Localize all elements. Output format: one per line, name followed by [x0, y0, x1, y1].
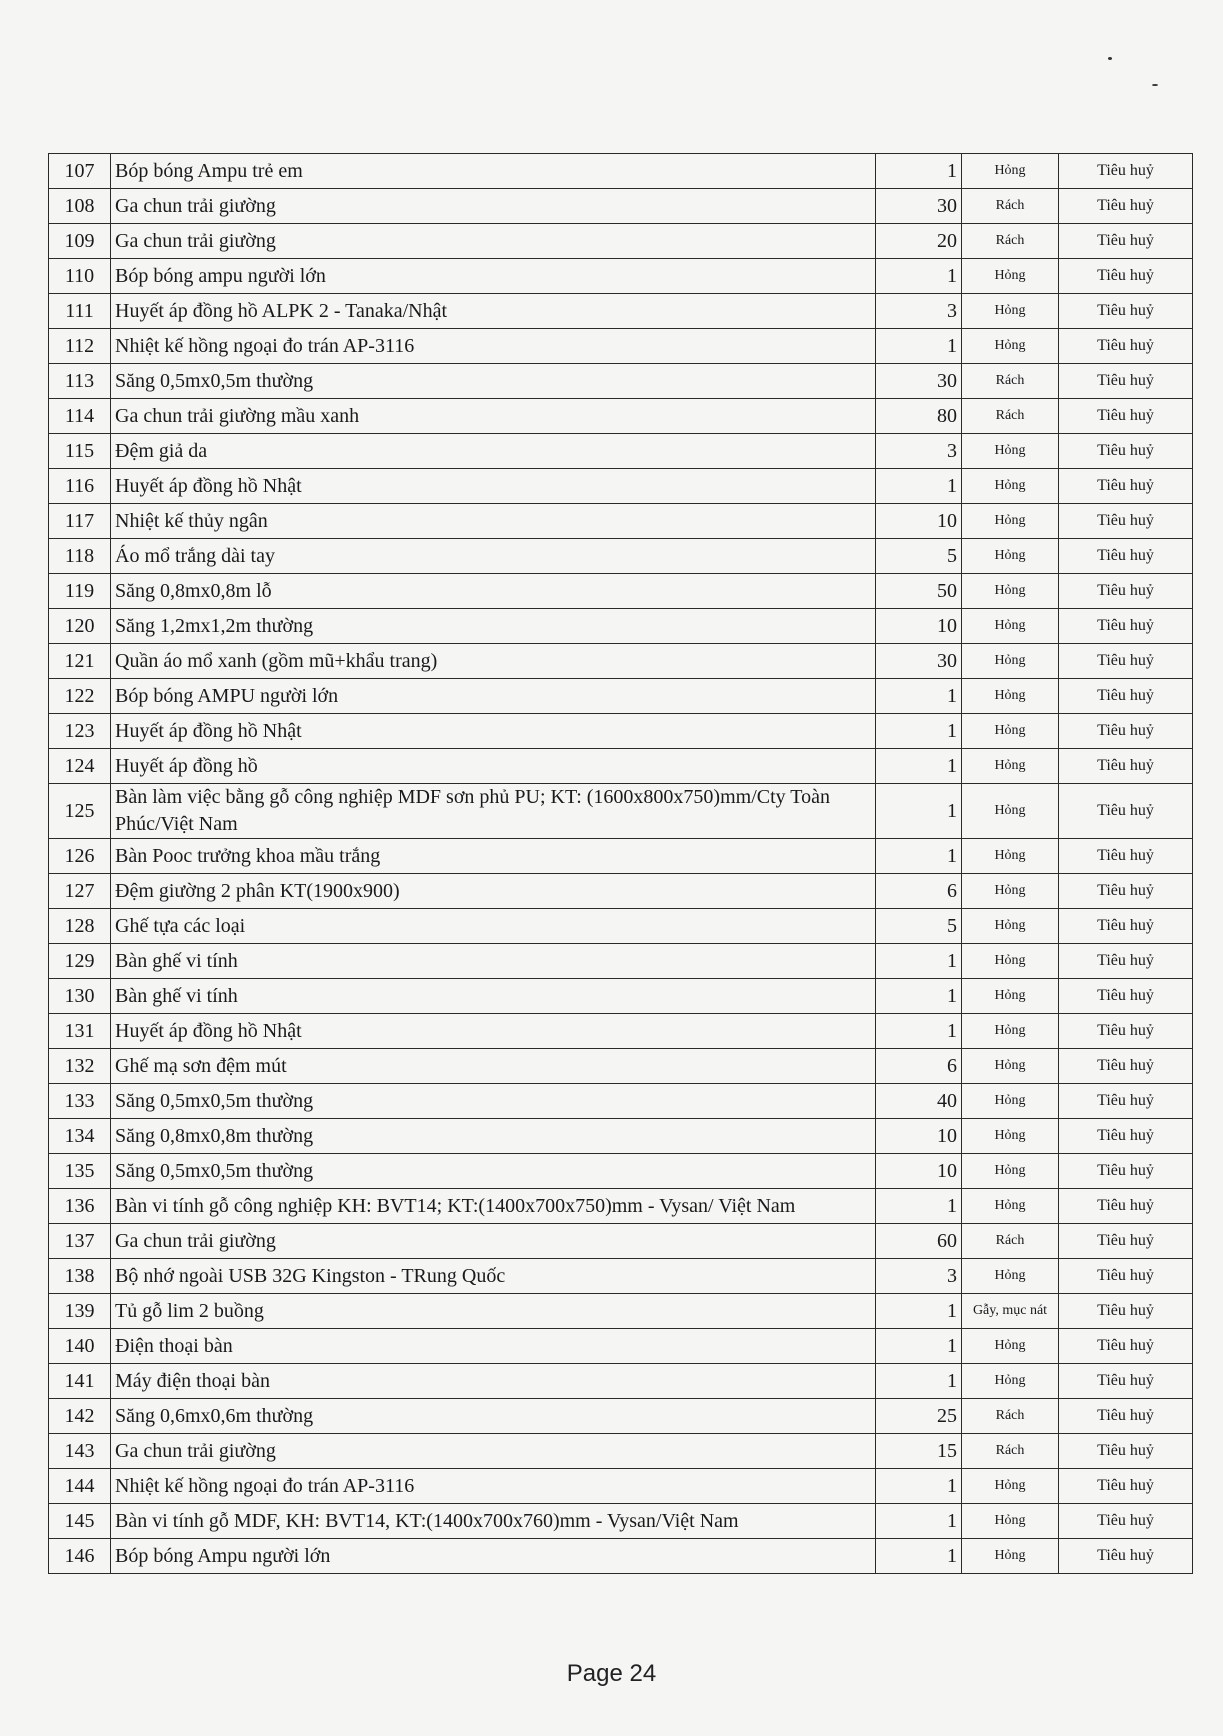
item-condition: Hỏng	[962, 504, 1059, 539]
row-number: 119	[49, 574, 111, 609]
item-name: Săng 0,5mx0,5m thường	[111, 1154, 876, 1189]
item-action: Tiêu huỷ	[1059, 714, 1193, 749]
row-number: 141	[49, 1364, 111, 1399]
item-condition: Hỏng	[962, 154, 1059, 189]
row-number: 143	[49, 1434, 111, 1469]
item-action: Tiêu huỷ	[1059, 1504, 1193, 1539]
item-condition: Hỏng	[962, 714, 1059, 749]
table-row	[49, 294, 1193, 329]
item-condition: Hỏng	[962, 749, 1059, 784]
item-action: Tiêu huỷ	[1059, 1224, 1193, 1259]
item-condition: Hỏng	[962, 1119, 1059, 1154]
item-name: Ghế tựa các loại	[111, 909, 876, 944]
item-name: Săng 1,2mx1,2m thường	[111, 609, 876, 644]
item-name: Ghế mạ sơn đệm mút	[111, 1049, 876, 1084]
table-row	[49, 1469, 1193, 1504]
item-condition: Rách	[962, 189, 1059, 224]
item-action: Tiêu huỷ	[1059, 469, 1193, 504]
table-row	[49, 574, 1193, 609]
item-condition: Hỏng	[962, 1049, 1059, 1084]
item-quantity: 10	[876, 1119, 962, 1154]
item-quantity: 30	[876, 364, 962, 399]
item-action: Tiêu huỷ	[1059, 539, 1193, 574]
table-row	[49, 1399, 1193, 1434]
item-name: Quần áo mổ xanh (gồm mũ+khẩu trang)	[111, 644, 876, 679]
item-name: Bàn vi tính gỗ MDF, KH: BVT14, KT:(1400x700x760)mm - Vysan/Việt Nam	[111, 1504, 876, 1539]
row-number: 142	[49, 1399, 111, 1434]
item-quantity: 1	[876, 784, 962, 839]
row-number: 133	[49, 1084, 111, 1119]
item-name: Đệm giường 2 phân KT(1900x900)	[111, 874, 876, 909]
row-number: 117	[49, 504, 111, 539]
row-number: 126	[49, 839, 111, 874]
item-quantity: 1	[876, 469, 962, 504]
item-condition: Rách	[962, 399, 1059, 434]
table-row	[49, 1014, 1193, 1049]
table-row	[49, 1049, 1193, 1084]
item-quantity: 10	[876, 504, 962, 539]
table-row	[49, 1224, 1193, 1259]
item-quantity: 1	[876, 944, 962, 979]
row-number: 107	[49, 154, 111, 189]
item-action: Tiêu huỷ	[1059, 154, 1193, 189]
item-quantity: 15	[876, 1434, 962, 1469]
item-quantity: 10	[876, 1154, 962, 1189]
item-name: Bàn làm việc bằng gỗ công nghiệp MDF sơn phủ PU; KT: (1600x800x750)mm/Cty Toàn Phúc/Việt Nam	[111, 784, 876, 839]
item-condition: Hỏng	[962, 1329, 1059, 1364]
row-number: 127	[49, 874, 111, 909]
table-row	[49, 749, 1193, 784]
row-number: 146	[49, 1539, 111, 1574]
item-quantity: 1	[876, 714, 962, 749]
item-action: Tiêu huỷ	[1059, 1084, 1193, 1119]
row-number: 108	[49, 189, 111, 224]
item-condition: Hỏng	[962, 1539, 1059, 1574]
item-condition: Hỏng	[962, 1014, 1059, 1049]
row-number: 129	[49, 944, 111, 979]
item-condition: Hỏng	[962, 1154, 1059, 1189]
item-quantity: 3	[876, 1259, 962, 1294]
inventory-table-body	[49, 154, 1193, 1574]
item-quantity: 1	[876, 1504, 962, 1539]
table-row	[49, 364, 1193, 399]
item-action: Tiêu huỷ	[1059, 944, 1193, 979]
item-action: Tiêu huỷ	[1059, 504, 1193, 539]
item-name: Bàn vi tính gỗ công nghiệp KH: BVT14; KT:(1400x700x750)mm - Vysan/ Việt Nam	[111, 1189, 876, 1224]
row-number: 131	[49, 1014, 111, 1049]
table-row	[49, 979, 1193, 1014]
item-name: Ga chun trải giường mầu xanh	[111, 399, 876, 434]
item-quantity: 10	[876, 609, 962, 644]
item-action: Tiêu huỷ	[1059, 1014, 1193, 1049]
table-row	[49, 1539, 1193, 1574]
item-quantity: 1	[876, 979, 962, 1014]
item-condition: Gẫy, mục nát	[962, 1294, 1059, 1329]
item-quantity: 40	[876, 1084, 962, 1119]
row-number: 125	[49, 784, 111, 839]
item-name: Ga chun trải giường	[111, 1224, 876, 1259]
table-row	[49, 909, 1193, 944]
item-condition: Hỏng	[962, 1259, 1059, 1294]
item-quantity: 1	[876, 329, 962, 364]
item-quantity: 6	[876, 1049, 962, 1084]
item-action: Tiêu huỷ	[1059, 679, 1193, 714]
item-action: Tiêu huỷ	[1059, 574, 1193, 609]
table-row	[49, 1364, 1193, 1399]
table-row	[49, 1189, 1193, 1224]
item-condition: Hỏng	[962, 679, 1059, 714]
item-condition: Hỏng	[962, 839, 1059, 874]
item-name: Săng 0,8mx0,8m thường	[111, 1119, 876, 1154]
table-row	[49, 1084, 1193, 1119]
item-condition: Hỏng	[962, 294, 1059, 329]
row-number: 140	[49, 1329, 111, 1364]
item-action: Tiêu huỷ	[1059, 1259, 1193, 1294]
table-row	[49, 679, 1193, 714]
table-row	[49, 784, 1193, 839]
table-row	[49, 1119, 1193, 1154]
table-row	[49, 189, 1193, 224]
item-name: Tủ gỗ lim 2 buồng	[111, 1294, 876, 1329]
table-row	[49, 539, 1193, 574]
item-quantity: 80	[876, 399, 962, 434]
item-condition: Hỏng	[962, 329, 1059, 364]
item-action: Tiêu huỷ	[1059, 1189, 1193, 1224]
item-condition: Hỏng	[962, 1084, 1059, 1119]
item-name: Bàn ghế vi tính	[111, 979, 876, 1014]
item-action: Tiêu huỷ	[1059, 189, 1193, 224]
item-quantity: 1	[876, 1469, 962, 1504]
item-action: Tiêu huỷ	[1059, 1329, 1193, 1364]
row-number: 113	[49, 364, 111, 399]
row-number: 136	[49, 1189, 111, 1224]
table-row	[49, 944, 1193, 979]
item-condition: Rách	[962, 364, 1059, 399]
item-action: Tiêu huỷ	[1059, 294, 1193, 329]
item-name: Huyết áp đồng hồ	[111, 749, 876, 784]
item-name: Đệm giả da	[111, 434, 876, 469]
table-row	[49, 434, 1193, 469]
item-condition: Hỏng	[962, 469, 1059, 504]
item-condition: Hỏng	[962, 644, 1059, 679]
row-number: 145	[49, 1504, 111, 1539]
item-action: Tiêu huỷ	[1059, 644, 1193, 679]
row-number: 134	[49, 1119, 111, 1154]
table-row	[49, 714, 1193, 749]
table-row	[49, 329, 1193, 364]
item-condition: Hỏng	[962, 979, 1059, 1014]
row-number: 121	[49, 644, 111, 679]
item-action: Tiêu huỷ	[1059, 1539, 1193, 1574]
item-condition: Hỏng	[962, 1504, 1059, 1539]
page-number: Page 24	[566, 1660, 657, 1687]
item-quantity: 20	[876, 224, 962, 259]
item-quantity: 1	[876, 1014, 962, 1049]
item-action: Tiêu huỷ	[1059, 329, 1193, 364]
row-number: 128	[49, 909, 111, 944]
item-quantity: 1	[876, 1539, 962, 1574]
table-row	[49, 839, 1193, 874]
item-condition: Rách	[962, 1399, 1059, 1434]
table-row	[49, 469, 1193, 504]
item-condition: Hỏng	[962, 609, 1059, 644]
item-quantity: 30	[876, 189, 962, 224]
item-quantity: 1	[876, 839, 962, 874]
row-number: 137	[49, 1224, 111, 1259]
item-name: Săng 0,5mx0,5m thường	[111, 364, 876, 399]
table-row	[49, 259, 1193, 294]
row-number: 138	[49, 1259, 111, 1294]
item-name: Bộ nhớ ngoài USB 32G Kingston - TRung Quốc	[111, 1259, 876, 1294]
item-quantity: 3	[876, 434, 962, 469]
item-name: Bóp bóng Ampu trẻ em	[111, 154, 876, 189]
table-row	[49, 874, 1193, 909]
item-name: Nhiệt kế hồng ngoại đo trán AP-3116	[111, 1469, 876, 1504]
item-name: Săng 0,5mx0,5m thường	[111, 1084, 876, 1119]
item-name: Điện thoại bàn	[111, 1329, 876, 1364]
item-quantity: 3	[876, 294, 962, 329]
table-row	[49, 644, 1193, 679]
item-action: Tiêu huỷ	[1059, 749, 1193, 784]
item-quantity: 1	[876, 679, 962, 714]
table-row	[49, 1504, 1193, 1539]
table-row	[49, 154, 1193, 189]
item-action: Tiêu huỷ	[1059, 1154, 1193, 1189]
item-condition: Rách	[962, 1434, 1059, 1469]
item-name: Ga chun trải giường	[111, 189, 876, 224]
speck-mark	[1108, 57, 1112, 60]
item-action: Tiêu huỷ	[1059, 1364, 1193, 1399]
item-action: Tiêu huỷ	[1059, 1049, 1193, 1084]
item-name: Bóp bóng ampu người lớn	[111, 259, 876, 294]
item-name: Săng 0,8mx0,8m lỗ	[111, 574, 876, 609]
table-row	[49, 1294, 1193, 1329]
item-action: Tiêu huỷ	[1059, 1294, 1193, 1329]
item-quantity: 6	[876, 874, 962, 909]
item-name: Huyết áp đồng hồ Nhật	[111, 714, 876, 749]
item-quantity: 1	[876, 1329, 962, 1364]
item-condition: Hỏng	[962, 909, 1059, 944]
speck-mark	[1152, 84, 1158, 86]
item-condition: Hỏng	[962, 1189, 1059, 1224]
item-condition: Hỏng	[962, 1469, 1059, 1504]
item-name: Huyết áp đồng hồ ALPK 2 - Tanaka/Nhật	[111, 294, 876, 329]
item-quantity: 5	[876, 909, 962, 944]
item-name: Săng 0,6mx0,6m thường	[111, 1399, 876, 1434]
item-name: Huyết áp đồng hồ Nhật	[111, 469, 876, 504]
item-quantity: 1	[876, 1294, 962, 1329]
row-number: 132	[49, 1049, 111, 1084]
table-row	[49, 609, 1193, 644]
item-quantity: 60	[876, 1224, 962, 1259]
table-row	[49, 1259, 1193, 1294]
item-condition: Hỏng	[962, 1364, 1059, 1399]
item-condition: Rách	[962, 224, 1059, 259]
row-number: 130	[49, 979, 111, 1014]
row-number: 116	[49, 469, 111, 504]
row-number: 120	[49, 609, 111, 644]
item-action: Tiêu huỷ	[1059, 909, 1193, 944]
item-condition: Hỏng	[962, 874, 1059, 909]
item-quantity: 50	[876, 574, 962, 609]
table-row	[49, 1434, 1193, 1469]
item-name: Bóp bóng AMPU người lớn	[111, 679, 876, 714]
item-name: Ga chun trải giường	[111, 1434, 876, 1469]
item-name: Nhiệt kế thủy ngân	[111, 504, 876, 539]
item-condition: Hỏng	[962, 259, 1059, 294]
row-number: 135	[49, 1154, 111, 1189]
table-row	[49, 224, 1193, 259]
table-row	[49, 399, 1193, 434]
row-number: 124	[49, 749, 111, 784]
item-quantity: 30	[876, 644, 962, 679]
item-quantity: 1	[876, 1189, 962, 1224]
item-condition: Hỏng	[962, 784, 1059, 839]
item-action: Tiêu huỷ	[1059, 364, 1193, 399]
item-name: Bàn Pooc trưởng khoa mầu trắng	[111, 839, 876, 874]
item-action: Tiêu huỷ	[1059, 1469, 1193, 1504]
item-action: Tiêu huỷ	[1059, 1434, 1193, 1469]
item-name: Huyết áp đồng hồ Nhật	[111, 1014, 876, 1049]
item-name: Áo mổ trắng dài tay	[111, 539, 876, 574]
item-action: Tiêu huỷ	[1059, 1399, 1193, 1434]
item-condition: Hỏng	[962, 539, 1059, 574]
item-action: Tiêu huỷ	[1059, 434, 1193, 469]
inventory-table	[48, 153, 1193, 1574]
row-number: 122	[49, 679, 111, 714]
item-action: Tiêu huỷ	[1059, 1119, 1193, 1154]
item-action: Tiêu huỷ	[1059, 609, 1193, 644]
item-name: Bàn ghế vi tính	[111, 944, 876, 979]
item-name: Ga chun trải giường	[111, 224, 876, 259]
row-number: 115	[49, 434, 111, 469]
item-name: Nhiệt kế hồng ngoại đo trán AP-3116	[111, 329, 876, 364]
item-quantity: 1	[876, 749, 962, 784]
row-number: 144	[49, 1469, 111, 1504]
item-quantity: 5	[876, 539, 962, 574]
item-condition: Hỏng	[962, 434, 1059, 469]
item-condition: Hỏng	[962, 944, 1059, 979]
item-condition: Hỏng	[962, 574, 1059, 609]
item-quantity: 25	[876, 1399, 962, 1434]
item-action: Tiêu huỷ	[1059, 399, 1193, 434]
item-action: Tiêu huỷ	[1059, 259, 1193, 294]
row-number: 123	[49, 714, 111, 749]
row-number: 139	[49, 1294, 111, 1329]
item-action: Tiêu huỷ	[1059, 839, 1193, 874]
row-number: 111	[49, 294, 111, 329]
item-action: Tiêu huỷ	[1059, 979, 1193, 1014]
table-row	[49, 504, 1193, 539]
row-number: 114	[49, 399, 111, 434]
row-number: 109	[49, 224, 111, 259]
item-action: Tiêu huỷ	[1059, 784, 1193, 839]
item-name: Bóp bóng Ampu người lớn	[111, 1539, 876, 1574]
row-number: 118	[49, 539, 111, 574]
row-number: 110	[49, 259, 111, 294]
item-quantity: 1	[876, 154, 962, 189]
table-row	[49, 1154, 1193, 1189]
table-row	[49, 1329, 1193, 1364]
item-action: Tiêu huỷ	[1059, 874, 1193, 909]
item-quantity: 1	[876, 259, 962, 294]
item-action: Tiêu huỷ	[1059, 224, 1193, 259]
item-name: Máy điện thoại bàn	[111, 1364, 876, 1399]
item-quantity: 1	[876, 1364, 962, 1399]
row-number: 112	[49, 329, 111, 364]
item-condition: Rách	[962, 1224, 1059, 1259]
